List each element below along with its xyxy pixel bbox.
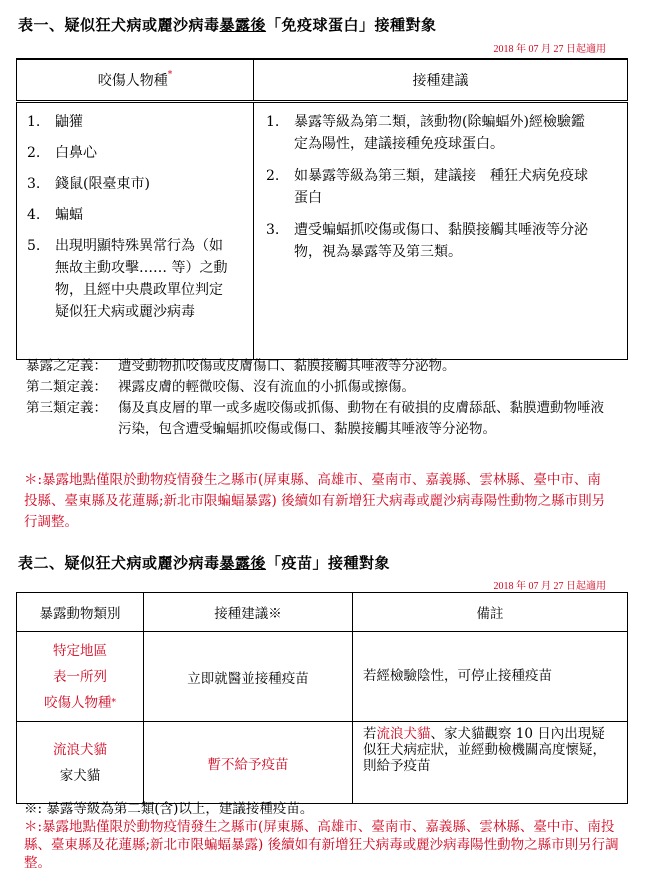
remark-highlight: 流浪犬貓 [376, 726, 431, 742]
advice-list [254, 111, 627, 263]
animal-list [17, 111, 253, 323]
list-item [254, 219, 597, 263]
table1-header-advice: 接種建議 [254, 59, 628, 102]
definition-text: 傷及真皮層的單一或多處咬傷或抓傷、動物在有破損的皮膚舔舐、黏膜遭動物唾液污染，包含遭受蝙蝠抓咬傷或傷口、黏膜接觸其唾液等分泌物。 [118, 400, 604, 437]
table1-effective-date: 2018 年 07 月 27 日起適用 [493, 44, 606, 55]
table2-row1-animal [17, 632, 144, 722]
table1-header-star: * [167, 70, 173, 80]
table1-header-animals [17, 59, 254, 102]
table2-title [18, 552, 390, 573]
animal-line: 特定地區 [53, 642, 107, 659]
table2-row1-advice: 立即就醫並接種疫苗 [144, 632, 353, 722]
table1-title-prefix: 表一、疑似狂犬病或麗沙病毒 [18, 16, 220, 34]
list-number: 4. [27, 207, 41, 223]
table2-row1-remark: 若經檢驗陰性，可停止接種疫苗 [353, 632, 628, 722]
list-number: 2. [27, 145, 41, 161]
animal-line: 咬傷人物種 [44, 694, 112, 711]
list-text: 遭受蝙蝠抓咬傷或傷口、黏膜接觸其唾液等分泌物，視為暴露等及第三類。 [294, 222, 588, 260]
definition-exposure [26, 356, 606, 377]
list-number: 5. [27, 238, 41, 254]
table2-footnotes [24, 800, 624, 872]
list-item [17, 204, 235, 226]
list-text: 出現明顯特殊異常行為（如無故主動攻擊…… 等）之動物，且經中央農政單位判定疑似狂犬病或麗沙病毒 [55, 238, 228, 320]
table2-header-animal: 暴露動物類別 [17, 593, 144, 632]
table1-title-suffix: 「免疫球蛋白」接種對象 [266, 16, 437, 34]
list-number: 3. [266, 222, 280, 238]
list-text: 鼬獾 [55, 114, 83, 130]
list-item [17, 235, 235, 323]
table1-footnote: ＊:暴露地點僅限於動物疫情發生之縣市(屏東縣、高雄市、臺南市、嘉義縣、雲林縣、臺中市、南投縣、臺東縣及花蓮縣;新北市限蝙蝠暴露) 後續如有新增狂犬病毒或麗沙病毒陽性動物之縣市則另行調整。 [24, 472, 606, 530]
animal-line: 表一所列 [53, 668, 107, 685]
table2-title-suffix: 「疫苗」接種對象 [266, 554, 391, 572]
table1-title [18, 14, 437, 35]
table2-row2-animal [17, 722, 144, 804]
table1 [16, 58, 628, 360]
table2 [16, 592, 628, 804]
definition-label: 暴露之定義： [26, 358, 107, 374]
table2-row2-advice: 暫不給予疫苗 [144, 722, 353, 804]
list-number: 1. [266, 114, 280, 130]
animal-domestic: 家犬貓 [59, 767, 101, 784]
definition-label: 第三類定義： [26, 400, 107, 416]
table1-advice-cell [254, 102, 628, 360]
list-item [17, 142, 235, 164]
list-item [17, 173, 235, 195]
animal-star: * [111, 697, 116, 708]
definition-category2 [26, 377, 606, 398]
table2-footnote-asterisk: ※: 暴露等級為第二類(含)以上，建議接種疫苗。 [24, 801, 314, 817]
list-text: 如暴露等級為第三類，建議接 種狂犬病免疫球蛋白 [294, 168, 588, 206]
table2-header-remark: 備註 [353, 593, 628, 632]
table2-footnote-region: ＊:暴露地點僅限於動物疫情發生之縣市(屏東縣、高雄市、臺南市、嘉義縣、雲林縣、臺中市、南投縣、臺東縣及花蓮縣;新北市限蝙蝠暴露) 後續如有新增狂犬病毒或麗沙病毒陽性動物之縣市則另行調整。 [24, 819, 619, 871]
table2-row2-remark [353, 722, 628, 804]
list-number: 2. [266, 168, 280, 184]
list-number: 1. [27, 114, 41, 130]
remark-text: 若 [363, 726, 377, 742]
list-text: 蝙蝠 [55, 207, 83, 223]
definition-text: 裸露皮膚的輕微咬傷、沒有流血的小抓傷或擦傷。 [118, 379, 415, 395]
table2-effective-date: 2018 年 07 月 27 日起適用 [493, 581, 606, 592]
list-text: 白鼻心 [55, 145, 97, 161]
remark-text: 、家犬貓觀察 10 日內出現疑似狂犬病症狀，並經動檢機關高度懷疑，則給予疫苗 [363, 726, 606, 774]
list-item [17, 111, 235, 133]
list-text: 暴露等級為第二類，該動物(除蝙蝠外)經檢驗鑑定為陽性，建議接種免疫球蛋白。 [294, 114, 585, 152]
table2-title-prefix: 表二、疑似狂犬病或麗沙病毒 [18, 554, 220, 572]
definition-text: 遭受動物抓咬傷或皮膚傷口、黏膜接觸其唾液等分泌物。 [118, 358, 456, 374]
list-text: 錢鼠(限臺東市) [55, 176, 150, 192]
animal-stray: 流浪犬貓 [53, 741, 107, 758]
table1-animals-cell [17, 102, 254, 360]
table1-header-animals-label: 咬傷人物種 [97, 73, 168, 89]
table2-header-advice: 接種建議※ [144, 593, 353, 632]
table2-title-emphasis: 暴露後 [219, 554, 267, 572]
definition-category3 [26, 398, 606, 440]
list-number: 3. [27, 176, 41, 192]
table1-title-emphasis: 暴露後 [219, 16, 267, 34]
list-item [254, 165, 597, 209]
definitions [26, 356, 606, 440]
list-item [254, 111, 597, 155]
definition-label: 第二類定義： [26, 379, 107, 395]
